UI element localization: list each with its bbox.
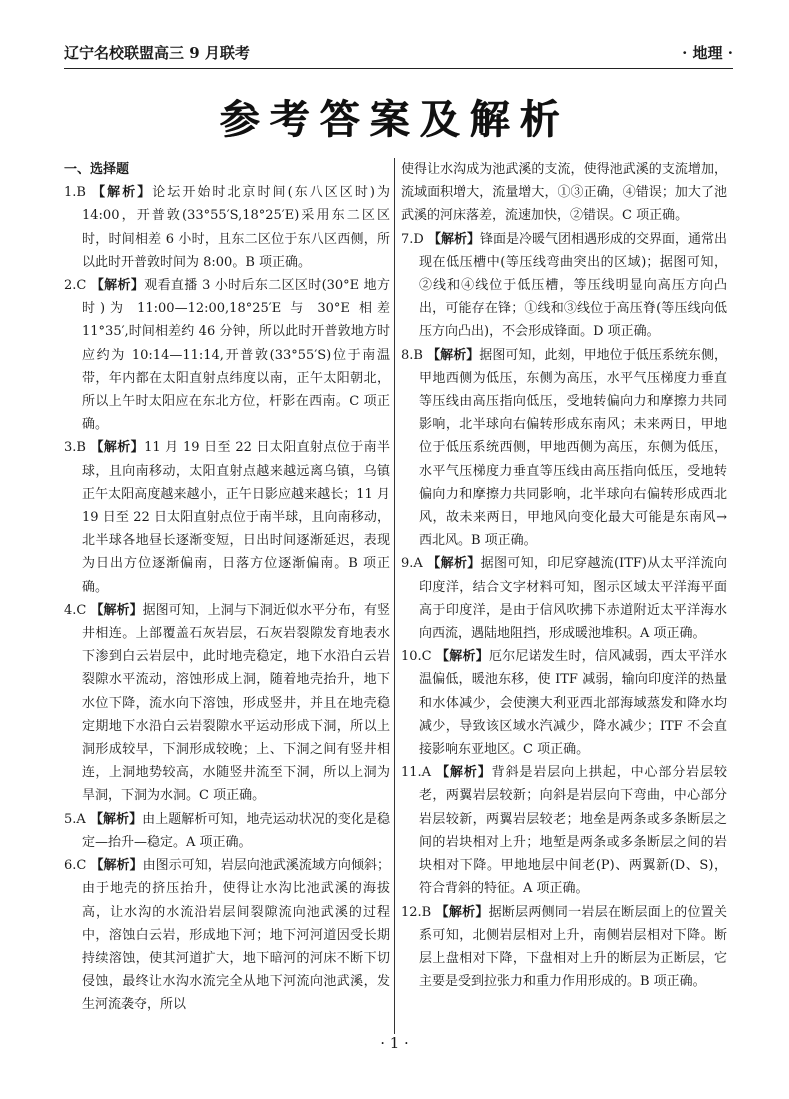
analysis-tag: 【解析】 <box>89 811 143 827</box>
left-answer-list <box>64 181 390 1016</box>
analysis-tag: 【解析】 <box>90 440 145 456</box>
answer-text: 11 月 19 日至 22 日太阳直射点位于南半球，且向南移动，太阳直射点越来越远离乌镇，乌镇正午太阳高度越来越小，正午日影应越来越长；11 月 19 日至 22 日太阳直射点位于南半球，且向南移动，北半球各地昼长逐渐变短，日出时间逐渐延迟，表现为日出方位逐渐偏南，日落方位逐渐偏南。B 项正确。 <box>82 440 390 595</box>
header-left: 辽宁名校联盟高三 9 月联考 <box>64 43 250 62</box>
analysis-tag: 【解析】 <box>427 556 481 572</box>
answer-number: 2.C <box>64 278 91 294</box>
answer-number: 10.C <box>401 649 436 665</box>
header-rule <box>64 68 733 69</box>
analysis-tag: 【解析】 <box>435 904 489 920</box>
answer-text: 锋面是冷暖气团相遇形成的交界面，通常出现在低压槽中(等压线弯曲突出的区域)；据图可知，②线和④线位于低压槽，等压线明显向高压方向凸出，可能存在锋；①线和③线位于高压脊(等压线向低压方向凸出)，不会形成锋面。D 项正确。 <box>419 231 727 340</box>
analysis-tag: 【解析】 <box>436 649 489 665</box>
answer-item <box>64 181 390 274</box>
answer-item <box>64 854 390 1016</box>
answer-text: 据图可知，此刻，甲地位于低压系统东侧，甲地西侧为低压，东侧为高压，水平气压梯度力垂直等压线由高压指向低压，受地转偏向力和摩擦力共同影响，北半球向右偏转形成东南风；未来两日，甲地位于低压系统西侧，甲地西侧为高压，东侧为低压，水平气压梯度力垂直等压线由高压指向低压，受地转偏向力和摩擦力共同影响，北半球向右偏转形成西北风，故未来两日，甲地风向变化最大可能是东南风→西北风。B 项正确。 <box>419 347 727 549</box>
analysis-tag: 【解析】 <box>92 185 153 201</box>
answer-number: 6.C <box>64 858 91 874</box>
right-column <box>401 158 727 993</box>
answer-item <box>64 436 390 598</box>
answer-number: 1.B <box>64 185 93 201</box>
answer-item <box>401 344 727 553</box>
analysis-tag: 【解析】 <box>427 347 480 363</box>
answer-item <box>401 645 727 761</box>
answer-item <box>401 228 727 344</box>
answer-item <box>401 761 727 900</box>
answer-item <box>401 158 727 228</box>
page-header <box>64 38 733 66</box>
answer-number: 11.A <box>401 765 437 781</box>
column-divider <box>394 158 395 1034</box>
analysis-tag: 【解析】 <box>90 278 145 294</box>
answer-item <box>401 901 727 994</box>
answer-text: 由上题解析可知，地壳运动状况的变化是稳定—抬升—稳定。A 项正确。 <box>82 811 390 850</box>
answer-text: 论坛开始时北京时间(东八区区时)为 14:00，开普敦(33°55′S,18°25′E)采用东二区区时，时间相差 6 小时，且东二区位于东八区西侧，所以此时开普敦时间为 8:00。B 项正确。 <box>82 185 390 270</box>
analysis-tag: 【解析】 <box>427 231 480 247</box>
answer-item <box>64 599 390 808</box>
answer-text: 厄尔尼诺发生时，信风减弱，西太平洋水温偏低，暖池东移，使 ITF 减弱，输向印度洋的热量和水体减少，会使澳大利亚西北部海域蒸发和降水均减少，导致该区域水汽减少，降水减少；ITF 不会直接影响东亚地区。C 项正确。 <box>419 649 727 758</box>
answer-text: 使得让水沟成为池武溪的支流，使得池武溪的支流增加，流域面积增大，流量增大，①③正确，④错误；加大了池武溪的河床落差，流速加快，②错误。C 项正确。 <box>401 162 727 224</box>
answer-text: 由图示可知，岩层向池武溪流域方向倾斜；由于地壳的挤压抬升，使得让水沟比池武溪的海拔高，让水沟的水流沿岩层间裂隙流向池武溪的过程中，溶蚀白云岩，形成地下河；地下河河道因受长期持续溶蚀，使其河道扩大，地下暗河的河床不断下切侵蚀，最终让水沟水流完全从地下河流向池武溪，发生河流袭夺，所以 <box>82 858 390 1013</box>
analysis-tag: 【解析】 <box>90 602 143 618</box>
answer-text: 据断层两侧同一岩层在断层面上的位置关系可知，北侧岩层相对上升，南侧岩层相对下降。断层上盘相对下降，下盘相对上升的断层为正断层，它主要是受到拉张力和重力作用形成的。B 项正确。 <box>419 904 727 990</box>
page-number: · 1 · <box>380 1034 409 1052</box>
answer-item <box>64 808 390 854</box>
answer-text: 背斜是岩层向上拱起，中心部分岩层较老，两翼岩层较新；向斜是岩层向下弯曲，中心部分岩层较新，两翼岩层较老；地垒是两条或多条断层之间的岩块相对上升；地堑是两条或多条断层之间的岩块相对下降。甲地地层中间老(P)、两翼新(D、S)，符合背斜的特征。A 项正确。 <box>419 765 727 897</box>
answer-number: 9.A <box>401 556 428 572</box>
header-right: · 地理 · <box>682 43 733 62</box>
answer-text: 观看直播 3 小时后东二区区时(30°E 地方时)为 11:00—12:00,18°25′E 与 30°E 相差 11°35′,时间相差约 46 分钟，所以此时开普敦地方时应约为 10:14—11:14,开普敦(33°55′S)位于南温带，年内都在太阳直射点纬度以南，正午太阳朝北，所以上午时太阳应在东北方位，杆影在西南。C 项正确。 <box>82 278 390 433</box>
answer-number: 12.B <box>401 904 436 920</box>
answer-number: 7.D <box>401 231 428 247</box>
left-column <box>64 158 390 1017</box>
right-answer-list <box>401 158 727 993</box>
answer-text: 据图可知，上洞与下洞近似水平分布，有竖井相连。上部覆盖石灰岩层，石灰岩裂隙发育地表水下渗到白云岩层中，此时地壳稳定，地下水沿白云岩裂隙水平流动，溶蚀形成上洞，随着地壳抬升，地下水位下降，流水向下溶蚀，形成竖井，并且在地壳稳定期地下水沿白云岩裂隙水平运动形成下洞，所以上洞形成较早，下洞形成较晚；上、下洞之间有竖井相连，上洞地势较高，水随竖井流至下洞，所以上洞为旱洞，下洞为水洞。C 项正确。 <box>82 602 390 804</box>
page-title: 参考答案及解析 <box>219 97 570 143</box>
answer-number: 3.B <box>64 440 91 456</box>
answer-item <box>401 552 727 645</box>
answer-number: 5.A <box>64 811 90 827</box>
analysis-tag: 【解析】 <box>90 858 143 874</box>
answer-item <box>64 274 390 436</box>
answer-text: 据图可知，印尼穿越流(ITF)从太平洋流向印度洋，结合文字材料可知，图示区域太平洋海平面高于印度洋，是由于信风吹拂下赤道附近太平洋海水向西流，遇陆地阻挡，形成暖池堆积。A 项正确。 <box>419 556 727 642</box>
answer-number: 8.B <box>401 347 428 363</box>
section-heading: 一、选择题 <box>64 162 130 177</box>
analysis-tag: 【解析】 <box>436 765 492 781</box>
answer-number: 4.C <box>64 602 91 618</box>
